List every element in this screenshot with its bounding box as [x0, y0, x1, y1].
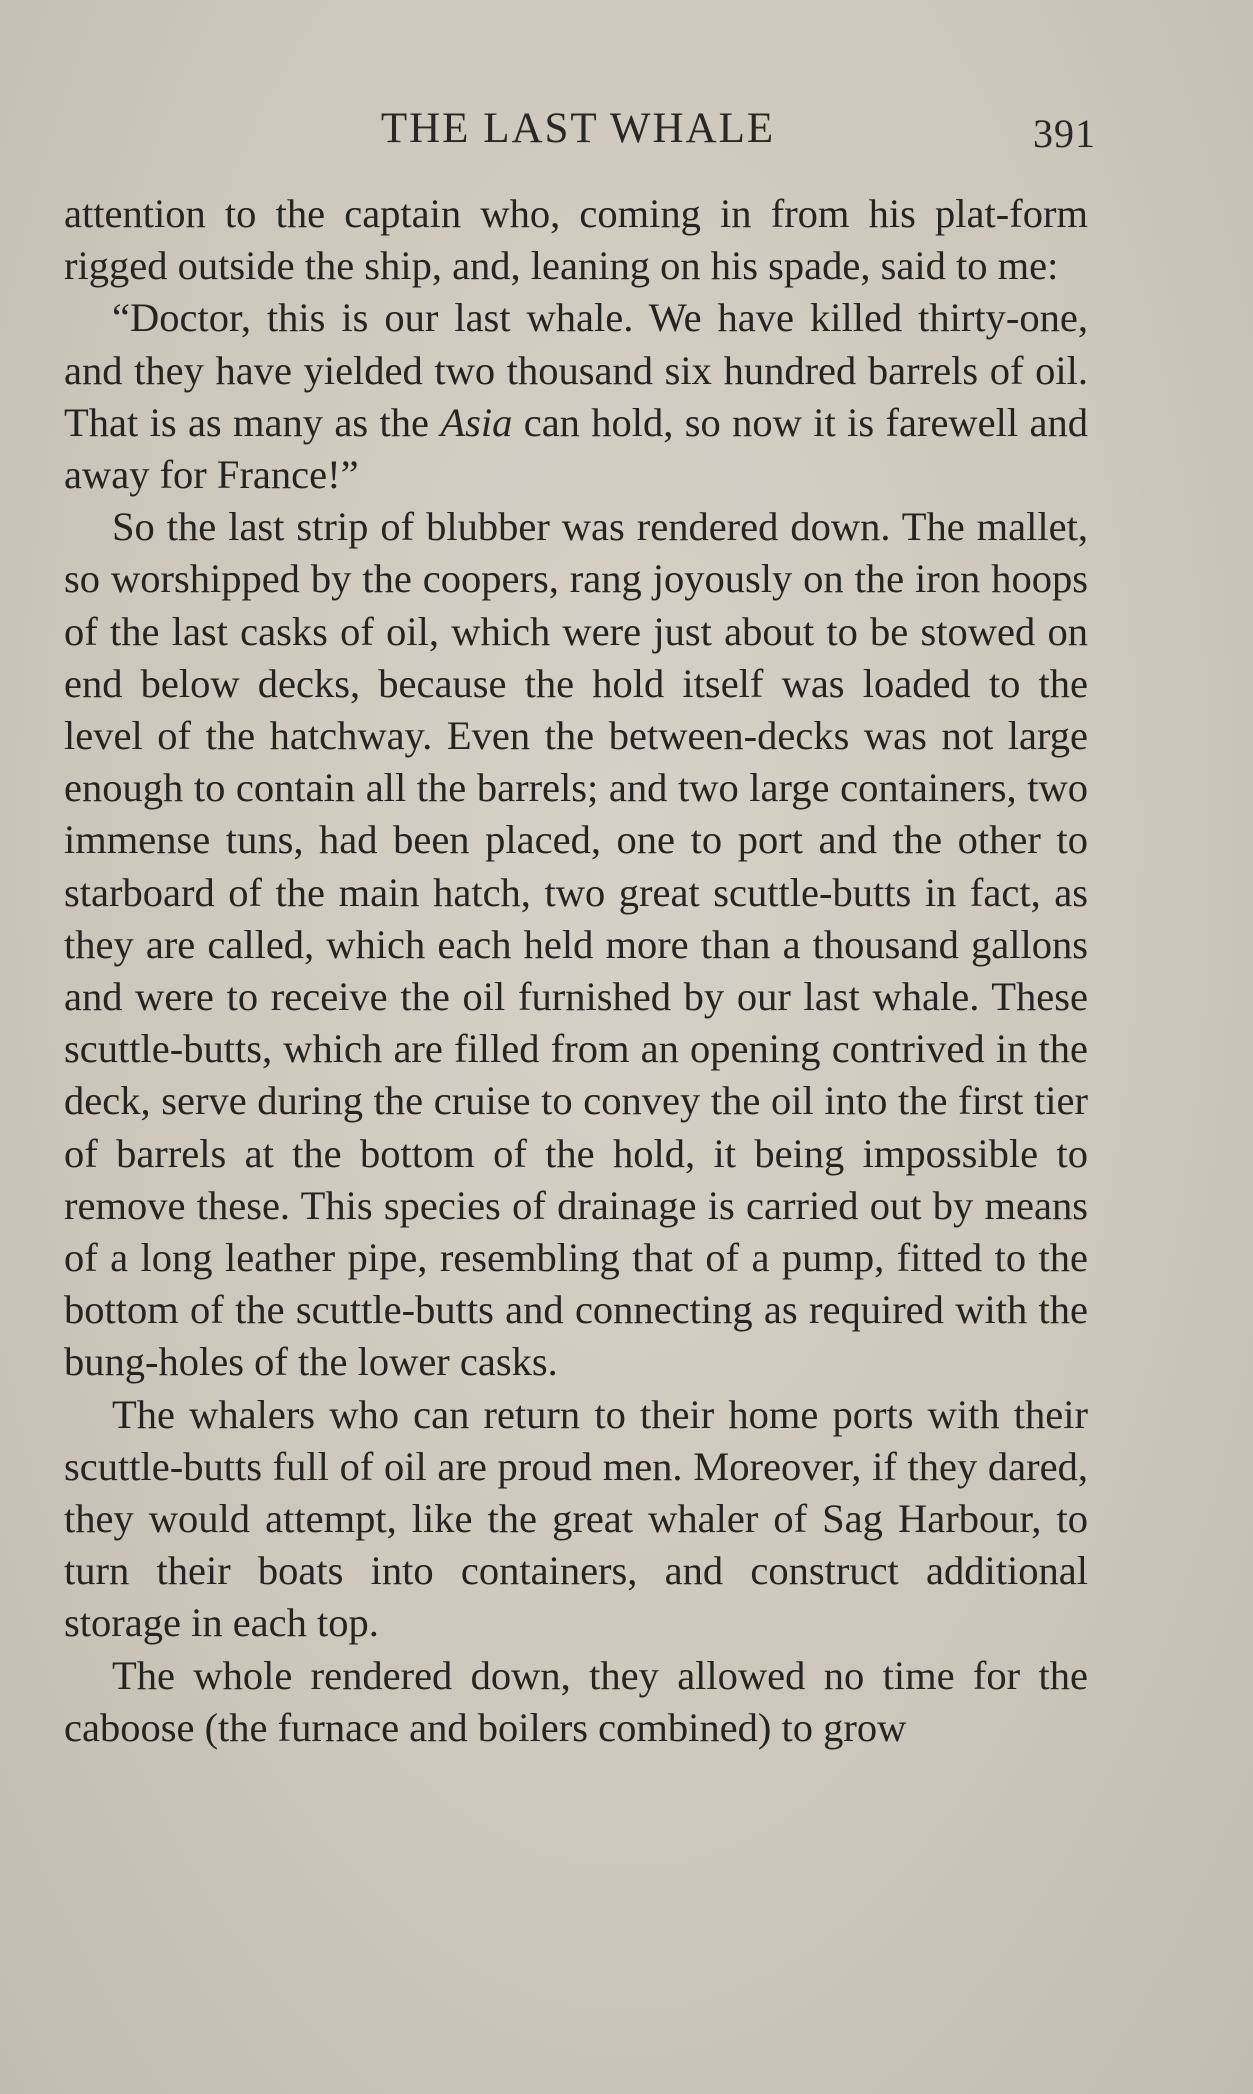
- paragraph-4: The whalers who can return to their home ports with their scuttle-butts full of oil are proud men. Moreover, if they dared, they would attempt, like the great whaler of Sag Harbour, to turn their boats into containers, and construct additional storage in each top.: [64, 1391, 1088, 1646]
- body-text: [64, 188, 1088, 1754]
- running-title: THE LAST WHALE: [380, 105, 776, 152]
- paragraph-2-before: “Doctor, this is our last whale. We have killed thirty-one, and they have yielded two thousand six hundred barrels of oil. That is as many as the: [64, 295, 1088, 445]
- paragraph-2-after: can hold, so now it is farewell and away for France!”: [64, 399, 1088, 498]
- paragraph-2: [64, 292, 1088, 501]
- paragraph-1: attention to the captain who, coming in from his plat-form rigged outside the ship, and, leaning on his spade, said to me:: [64, 191, 1088, 289]
- ship-name: Asia: [440, 399, 513, 445]
- page-number: 391: [1033, 111, 1096, 156]
- paragraph-5: The whole rendered down, they allowed no time for the caboose (the furnace and boilers combined) to grow: [64, 1652, 1088, 1750]
- paragraph-3: So the last strip of blubber was rendered down. The mallet, so worshipped by the coopers, rang joyously on the iron hoops of the last casks of oil, which were just about to be stowed on end below decks, because the hold itself was loaded to the level of the hatchway. Even the between-decks was not large enough to contain all the barrels; and two large containers, two immense tuns, had been placed, one to port and the other to starboard of the main hatch, two great scuttle-butts in fact, as they are called, which each held more than a thousand gallons and were to receive the oil furnished by our last whale. These scuttle-butts, which are filled from an opening contrived in the deck, serve during the cruise to convey the oil into the first tier of barrels at the bottom of the hold, it being impossible to remove these. This species of drainage is carried out by means of a long leather pipe, resembling that of a pump, fitted to the bottom of the scuttle-butts and connecting as required with the bung-holes of the lower casks.: [64, 504, 1088, 1385]
- page-header: [64, 104, 1096, 164]
